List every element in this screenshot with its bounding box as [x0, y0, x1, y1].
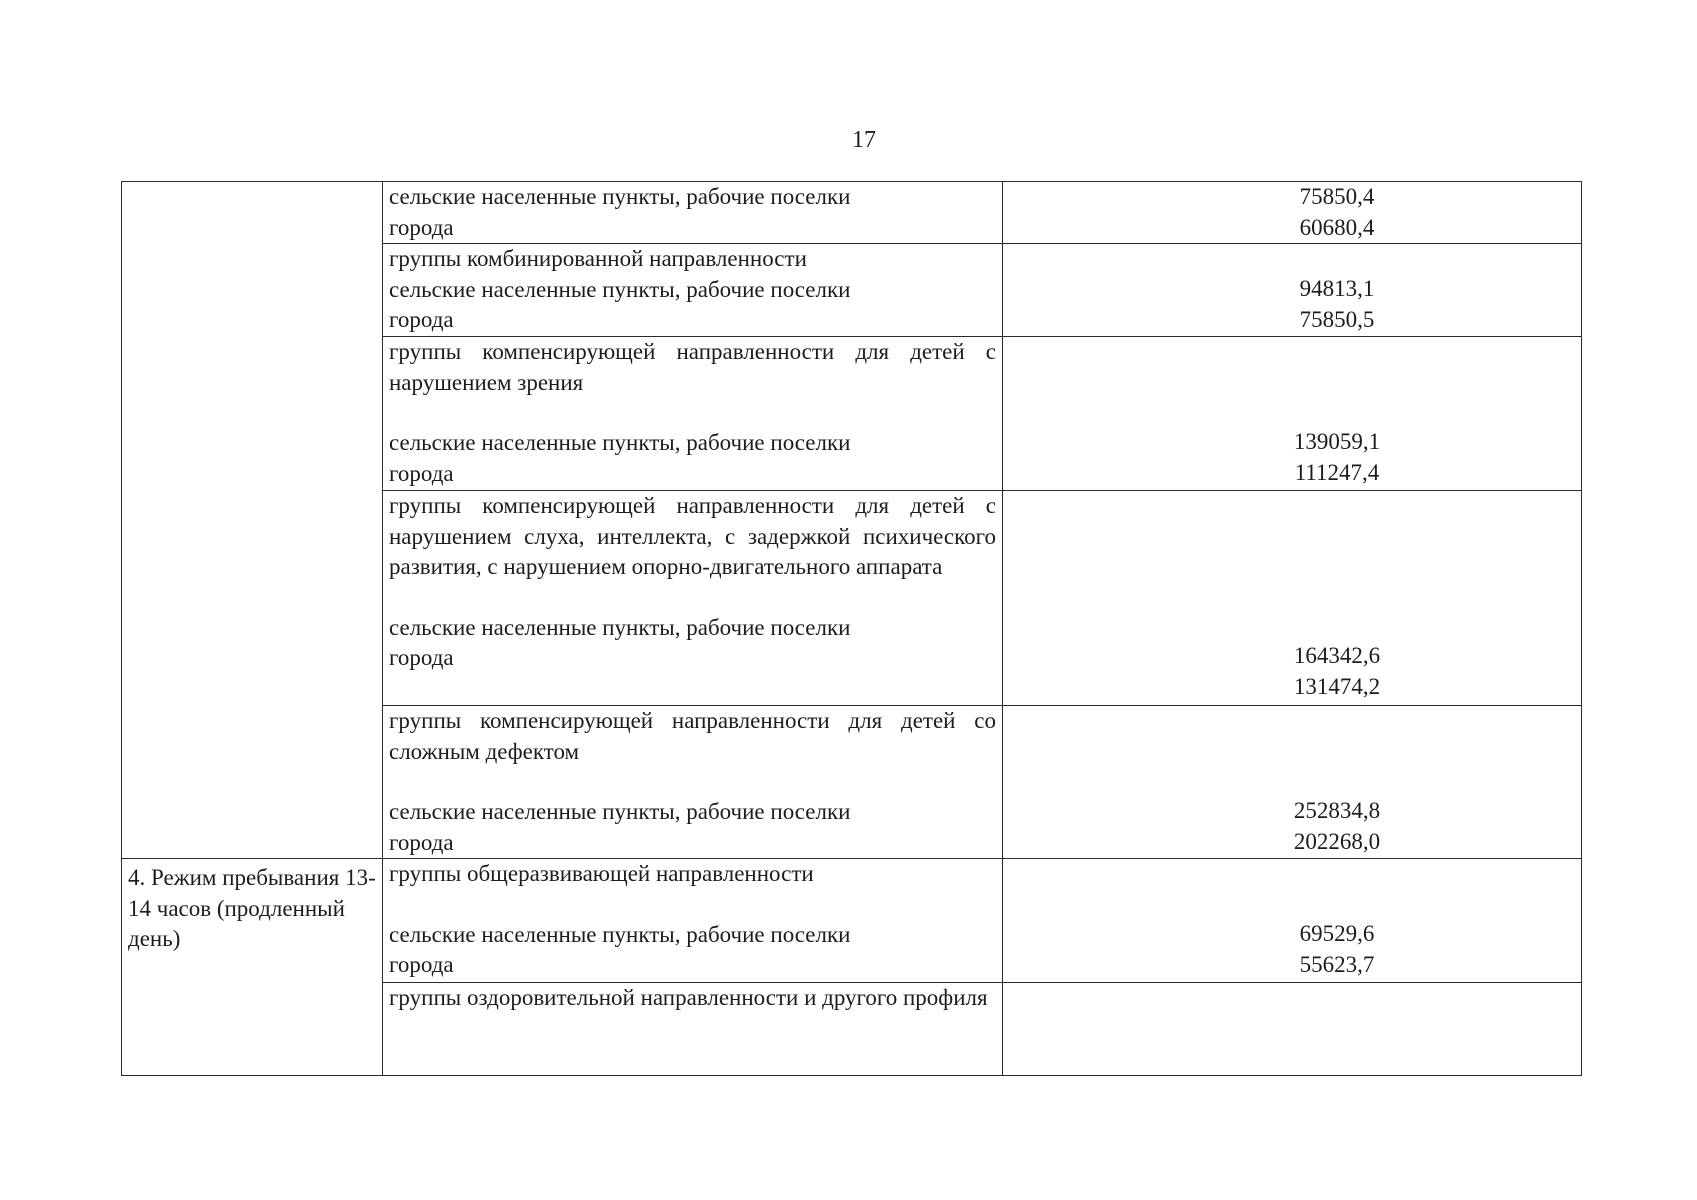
settlement-city-label: города: [389, 460, 454, 486]
settlement-rural-label: сельские населенные пункты, рабочие поселки: [389, 921, 851, 947]
group-cell: [383, 706, 1003, 859]
settlement-city-label: города: [389, 307, 454, 332]
tariff-table: [121, 181, 1582, 1076]
value-rural: 139059,1: [1293, 429, 1381, 454]
mode-cell: [122, 182, 383, 859]
settlement-rural-label: сельские населенные пункты, рабочие поселки: [389, 184, 851, 209]
value-city: 111247,4: [1294, 459, 1380, 485]
value-rural: 69529,6: [1299, 921, 1375, 946]
value-cell: [1003, 337, 1582, 491]
value-rural: 164342,6: [1293, 643, 1381, 668]
value-rural: 252834,8: [1293, 798, 1381, 823]
settlement-rural-label: сельские населенные пункты, рабочие поселки: [389, 276, 851, 302]
settlement-city-label: города: [389, 829, 454, 855]
group-name: группы компенсирующей направленности для детей со сложным дефектом: [389, 708, 996, 764]
table-row: [122, 859, 1582, 983]
value-city: 131474,2: [1293, 673, 1381, 699]
value-cell: [1003, 182, 1582, 244]
value-cell: [1003, 491, 1582, 706]
settlement-city-label: города: [389, 214, 454, 240]
group-name: группы компенсирующей направленности для детей с нарушением слуха, интеллекта, с задержкой психического развития, с нарушением опорно-двигательного аппарата: [389, 493, 996, 579]
value-city: 75850,5: [1299, 306, 1375, 332]
group-cell: [383, 859, 1003, 983]
table-row: [122, 182, 1582, 244]
group-cell: [383, 244, 1003, 337]
settlement-city-label: города: [389, 952, 454, 977]
group-cell: [383, 983, 1003, 1076]
group-cell: [383, 182, 1003, 244]
group-cell: [383, 337, 1003, 491]
settlement-rural-label: сельские населенные пункты, рабочие поселки: [389, 430, 851, 455]
group-name: группы оздоровительной направленности и другого профиля: [389, 985, 988, 1010]
value-cell: [1003, 859, 1582, 983]
value-rural: 94813,1: [1299, 276, 1375, 301]
settlement-rural-label: сельские населенные пункты, рабочие поселки: [389, 614, 851, 640]
value-city: 202268,0: [1293, 828, 1381, 854]
settlement-city-label: города: [389, 645, 454, 670]
value-cell: [1003, 983, 1582, 1076]
group-cell: [383, 491, 1003, 706]
settlement-rural-label: сельские населенные пункты, рабочие поселки: [389, 799, 851, 824]
group-name: группы общеразвивающей направленности: [389, 861, 814, 886]
value-rural: 75850,4: [1299, 184, 1375, 209]
page-number: 17: [852, 127, 876, 153]
mode-cell: 4. Режим пребывания 13-14 часов (продленный день): [122, 859, 383, 1076]
group-name: группы компенсирующей направленности для детей с нарушением зрения: [389, 339, 996, 395]
group-name: группы комбинированной направленности: [389, 246, 807, 271]
value-city: 60680,4: [1299, 214, 1375, 240]
value-cell: [1003, 244, 1582, 337]
value-city: 55623,7: [1299, 951, 1375, 977]
value-cell: [1003, 706, 1582, 859]
